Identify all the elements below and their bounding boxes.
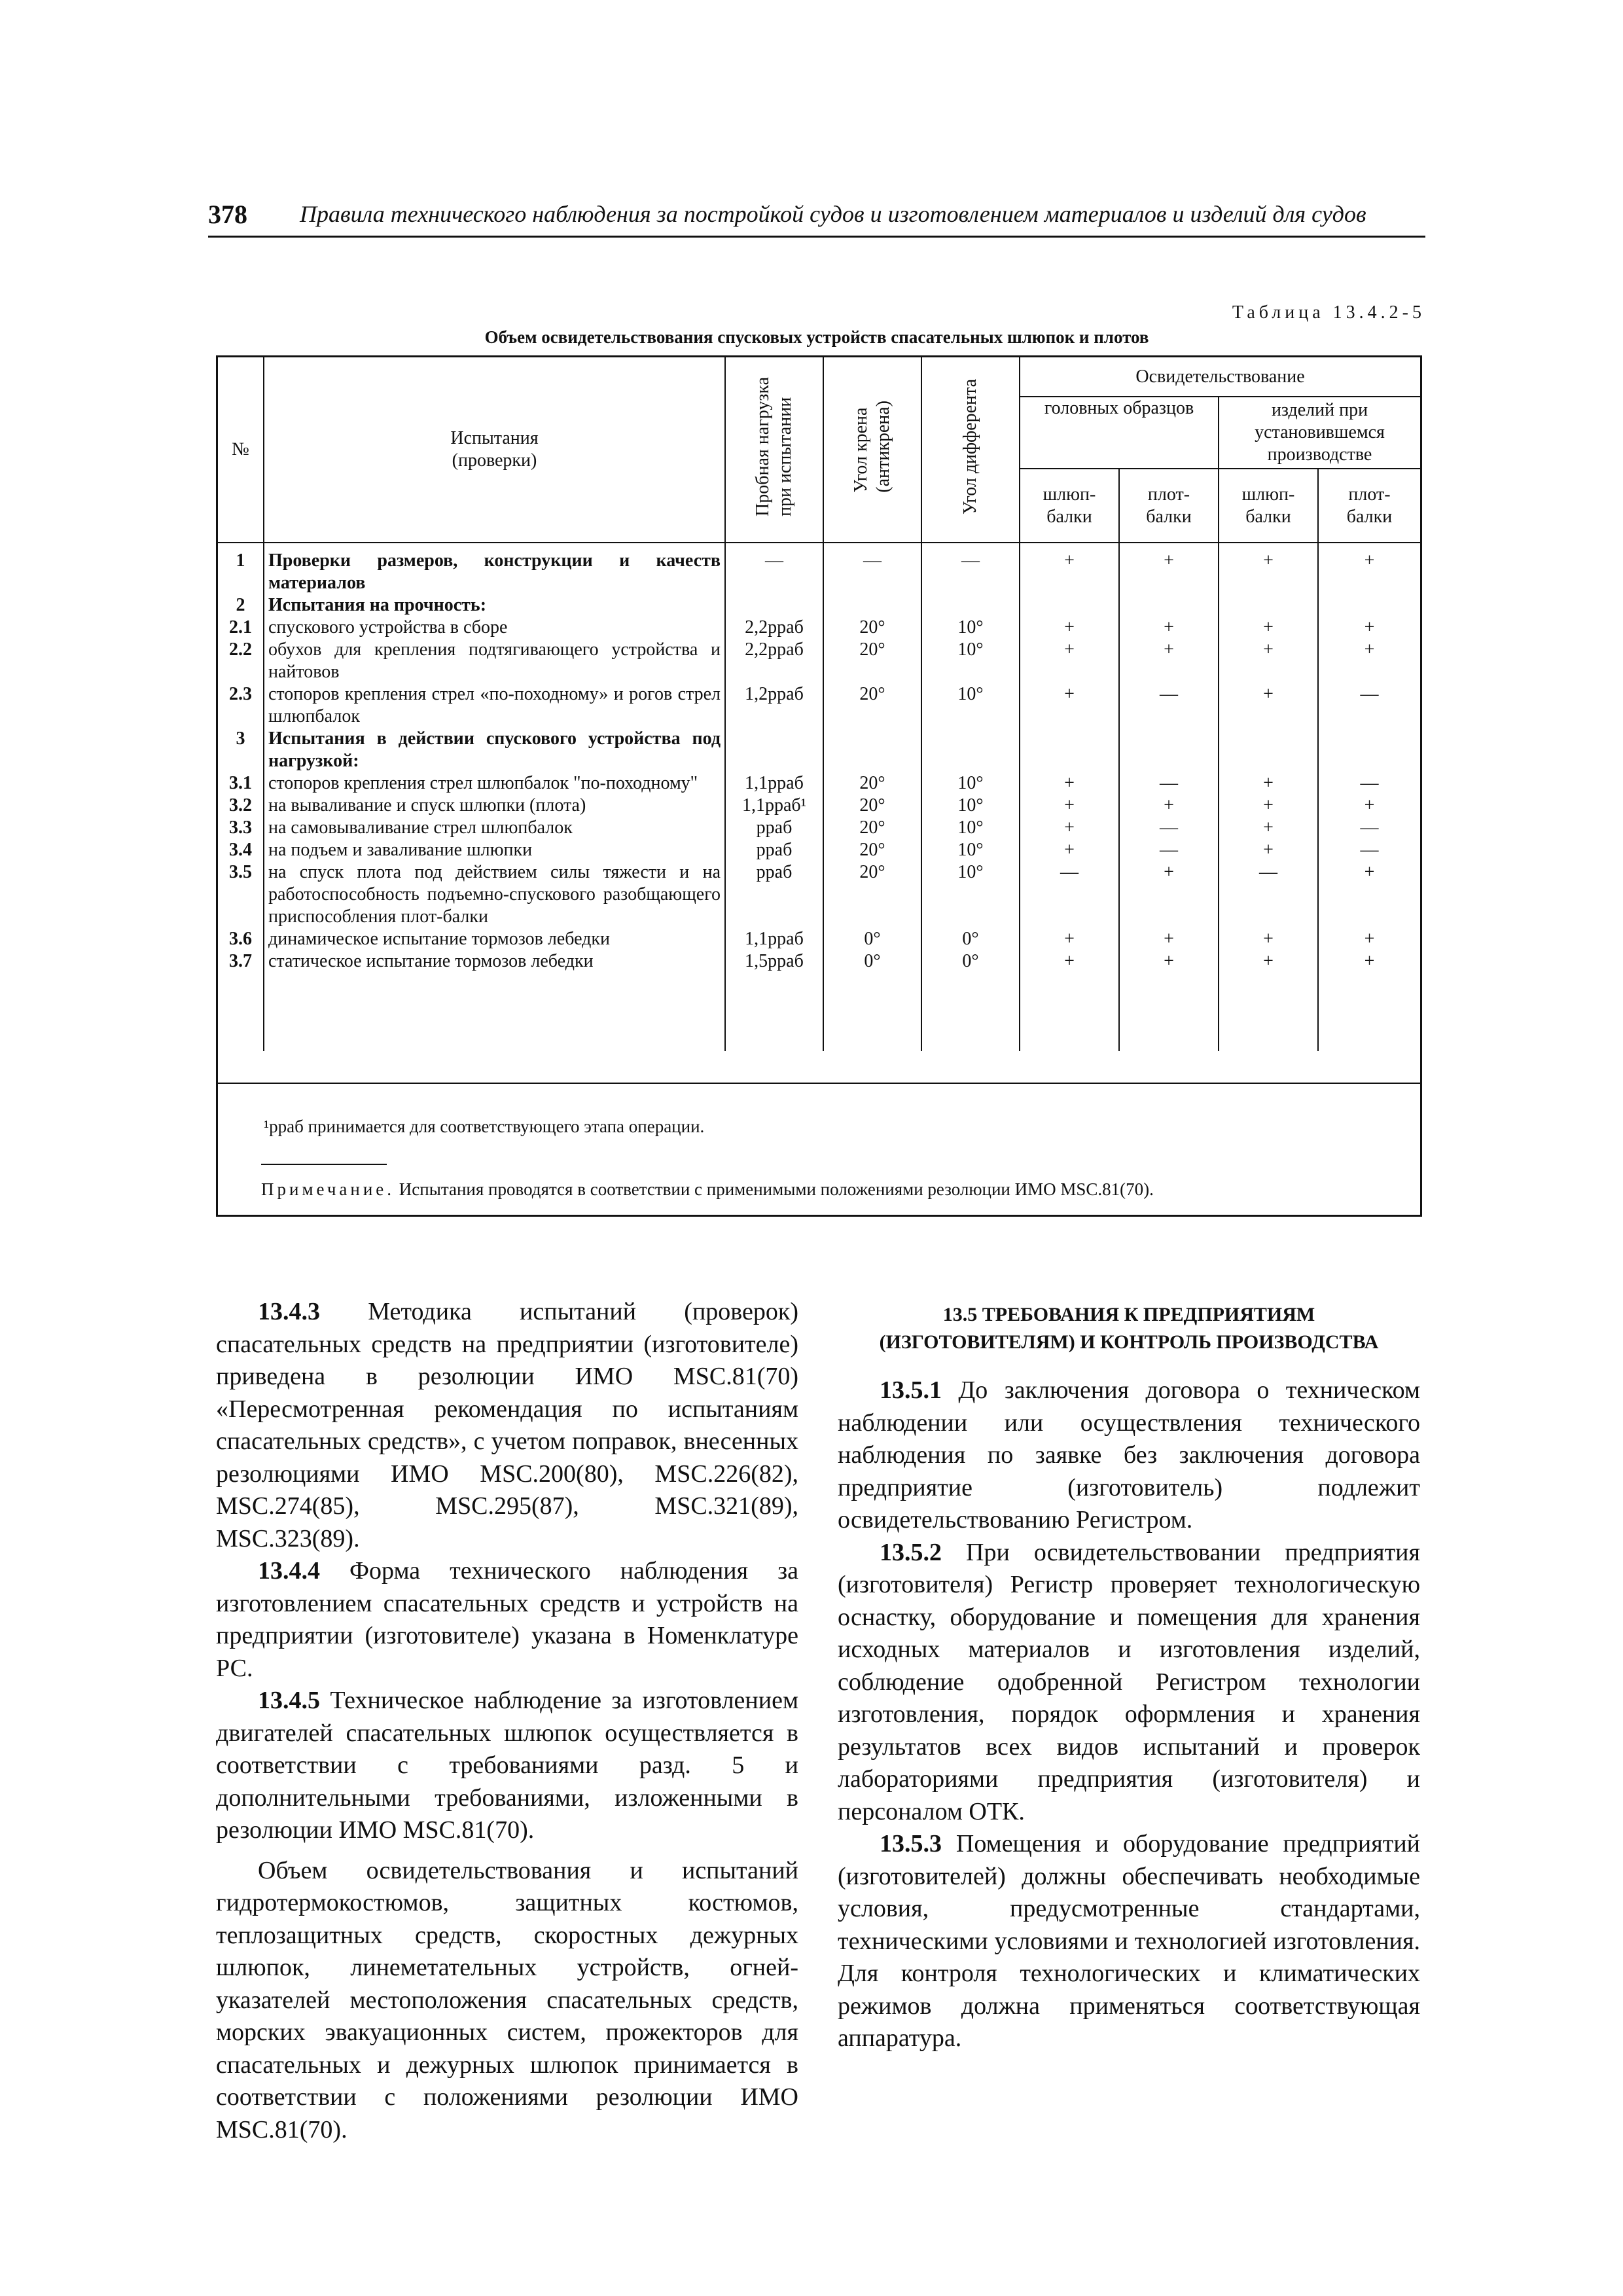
paragraph-number: 13.5.3 (880, 1830, 942, 1857)
paragraph-text: Методика испытаний (проверок) спасательных средств на предприятии (изготовителе) приведена в резолюции ИМО MSC.81(70) «Пересмотренная рекомендация по испытаниям спасательных средств», с учетом поправок, внесенных резолюциями ИМО MSC.200(80), MSC.226(82), MSC.274(85), MSC.295(87), MSC.321(89), MSC.323(89). (216, 1298, 798, 1552)
row-trim: 10° (921, 817, 1020, 839)
row-heel (823, 594, 921, 617)
table-title: Объем освидетельствования спусковых устройств спасательных шлюпок и плотов (484, 327, 1149, 347)
paragraph-13-5-3 (838, 1828, 1420, 2055)
row-name: обухов для крепления подтягивающего устройства и найтовов (264, 639, 725, 683)
row-load: 1,5pраб (725, 950, 823, 973)
row-load (725, 594, 823, 617)
table-row (218, 639, 1420, 683)
row-trim: 0° (921, 928, 1020, 950)
table-row (218, 772, 1420, 795)
row-load: 1,2pраб (725, 683, 823, 728)
row-c4: + (1318, 861, 1420, 928)
running-title: Правила технического наблюдения за постройкой судов и изготовлением материалов и изделий для судов (300, 201, 1366, 227)
header-davits-raft-1: плот- балки (1119, 469, 1219, 543)
row-load: 1,1pраб (725, 928, 823, 950)
row-num: 3.7 (218, 950, 264, 973)
row-c1 (1020, 728, 1119, 772)
paragraph-text: Помещения и оборудование предприятий (изготовителей) должны обеспечивать необходимые условия, предусмотренные стандартами, техническими условиями и технологией изготовления. Для контроля технологических и климатических режимов должна применяться соответствующая аппаратура. (838, 1830, 1421, 2052)
survey-table (218, 357, 1420, 1051)
row-c3: — (1219, 861, 1318, 928)
row-name: Проверки размеров, конструкции и качеств материалов (264, 543, 725, 594)
row-c2 (1119, 594, 1219, 617)
row-heel: 20° (823, 683, 921, 728)
header-davits-boat-2: шлюп- балки (1219, 469, 1318, 543)
row-c1: + (1020, 839, 1119, 861)
row-c2: + (1119, 543, 1219, 594)
header-tests: Испытания (проверки) (264, 357, 725, 543)
row-trim (921, 594, 1020, 617)
row-c2: — (1119, 839, 1219, 861)
row-load: 2,2pраб (725, 639, 823, 683)
row-heel: 20° (823, 839, 921, 861)
row-load: 1,1pраб (725, 772, 823, 795)
row-c4 (1318, 728, 1420, 772)
row-c3: + (1219, 772, 1318, 795)
page-header (208, 196, 1425, 238)
row-heel: 0° (823, 928, 921, 950)
row-load: 1,1pраб¹ (725, 795, 823, 817)
row-c1 (1020, 594, 1119, 617)
row-name: динамическое испытание тормозов лебедки (264, 928, 725, 950)
row-heel: 20° (823, 795, 921, 817)
row-c1: + (1020, 950, 1119, 973)
row-heel: — (823, 543, 921, 594)
row-c3: + (1219, 839, 1318, 861)
paragraph-text: При освидетельствовании предприятия (изготовителя) Регистр проверяет технологическую оснастку, оборудование и помещения для хранения исходных материалов и изготовления изделий, соблюдение одобренной Регистром технологии изготовления, порядок оформления и хранения результатов всех видов испытаний и проверок лабораториями предприятия (изготовителя) и персоналом ОТК. (838, 1538, 1420, 1825)
row-trim: — (921, 543, 1020, 594)
row-c3 (1219, 728, 1318, 772)
table-row (218, 617, 1420, 639)
row-c3: + (1219, 639, 1318, 683)
row-name: на спуск плота под действием силы тяжести и на работоспособность подъемно-спускового разобщающего приспособления плот-балки (264, 861, 725, 928)
row-c4: + (1318, 795, 1420, 817)
table-row (218, 817, 1420, 839)
header-trim (921, 357, 1020, 543)
header-num: № (218, 357, 264, 543)
table-row (218, 728, 1420, 772)
survey-table-frame (216, 355, 1422, 1217)
header-trim-text: Угол дифферента (960, 379, 980, 514)
row-c4: + (1318, 950, 1420, 973)
row-name: на вываливание и спуск шлюпки (плота) (264, 795, 725, 817)
header-davits-boat-1: шлюп- балки (1020, 469, 1119, 543)
row-num: 3.3 (218, 817, 264, 839)
paragraph-text: Форма технического наблюдения за изготовлением спасательных средств и устройств на предприятии (изготовителе) указана в Номенклатуре РС. (216, 1557, 798, 1682)
row-c4: + (1318, 617, 1420, 639)
row-num: 2 (218, 594, 264, 617)
paragraph-13-5-2 (838, 1537, 1420, 1829)
table-row (218, 839, 1420, 861)
header-load (725, 357, 823, 543)
row-c4: — (1318, 683, 1420, 728)
row-num: 3.4 (218, 839, 264, 861)
row-load (725, 728, 823, 772)
row-c2: + (1119, 861, 1219, 928)
header-heel-text: Угол крена (антикрена) (851, 401, 893, 493)
header-heel (823, 357, 921, 543)
right-column (838, 1296, 1420, 2055)
row-c2: + (1119, 639, 1219, 683)
paragraph-number: 13.5.1 (880, 1376, 942, 1404)
table-footnote-area (218, 1083, 1420, 1218)
row-trim: 10° (921, 639, 1020, 683)
row-trim: 10° (921, 795, 1020, 817)
row-trim: 10° (921, 772, 1020, 795)
row-c4 (1318, 594, 1420, 617)
paragraph-scope (216, 1855, 798, 2147)
table-row (218, 594, 1420, 617)
row-name: стопоров крепления стрел «по-походному» и рогов стрел шлюпбалок (264, 683, 725, 728)
row-c3: + (1219, 683, 1318, 728)
row-trim: 10° (921, 617, 1020, 639)
paragraph-number: 13.4.3 (258, 1298, 320, 1325)
row-heel: 20° (823, 772, 921, 795)
row-c3: + (1219, 543, 1318, 594)
paragraph-13-4-3 (216, 1296, 798, 1555)
row-heel (823, 728, 921, 772)
row-name: на подъем и заваливание шлюпки (264, 839, 725, 861)
row-c2 (1119, 728, 1219, 772)
row-heel: 20° (823, 639, 921, 683)
paragraph-13-4-4 (216, 1555, 798, 1685)
footnote-divider (261, 1164, 387, 1165)
note-label: Примечание. (261, 1179, 395, 1199)
row-name: статическое испытание тормозов лебедки (264, 950, 725, 973)
row-c4: + (1318, 543, 1420, 594)
note-text: Испытания проводятся в соответствии с применимыми положениями резолюции ИМО MSC.81(70). (399, 1179, 1154, 1199)
row-c1: + (1020, 543, 1119, 594)
row-trim (921, 728, 1020, 772)
row-heel: 20° (823, 861, 921, 928)
table-row (218, 543, 1420, 594)
section-heading-line1: 13.5 ТРЕБОВАНИЯ К ПРЕДПРИЯТИЯМ (942, 1304, 1315, 1325)
header-serial: изделий при установившемся производстве (1219, 397, 1420, 469)
row-c3: + (1219, 617, 1318, 639)
row-name: Испытания на прочность: (264, 594, 725, 617)
row-num: 2.2 (218, 639, 264, 683)
table-row (218, 795, 1420, 817)
header-davits-raft-2: плот- балки (1318, 469, 1420, 543)
row-trim: 10° (921, 861, 1020, 928)
row-heel: 20° (823, 817, 921, 839)
table-row (218, 950, 1420, 973)
row-trim: 0° (921, 950, 1020, 973)
row-num: 3.2 (218, 795, 264, 817)
row-c3 (1219, 594, 1318, 617)
row-c1: + (1020, 772, 1119, 795)
row-c3: + (1219, 928, 1318, 950)
table-row (218, 928, 1420, 950)
row-num: 3.6 (218, 928, 264, 950)
row-load: pраб (725, 839, 823, 861)
row-c2: — (1119, 772, 1219, 795)
row-c4: — (1318, 817, 1420, 839)
paragraph-number: 13.4.4 (258, 1557, 320, 1585)
row-c1: + (1020, 639, 1119, 683)
row-load: pраб (725, 861, 823, 928)
row-num: 3.5 (218, 861, 264, 928)
row-c3: + (1219, 950, 1318, 973)
header-survey: Освидетельствование (1020, 357, 1420, 397)
row-c4: — (1318, 839, 1420, 861)
paragraph-number: 13.5.2 (880, 1538, 942, 1566)
row-num: 3 (218, 728, 264, 772)
row-c2: — (1119, 683, 1219, 728)
section-heading-line2: (ИЗГОТОВИТЕЛЯМ) И КОНТРОЛЬ ПРОИЗВОДСТВА (879, 1331, 1379, 1353)
paragraph-number: 13.4.5 (258, 1687, 320, 1714)
row-c4: + (1318, 928, 1420, 950)
row-load: 2,2pраб (725, 617, 823, 639)
row-c2: — (1119, 817, 1219, 839)
row-heel: 20° (823, 617, 921, 639)
paragraph-13-5-1 (838, 1374, 1420, 1537)
row-c1: + (1020, 795, 1119, 817)
row-heel: 0° (823, 950, 921, 973)
row-c4: — (1318, 772, 1420, 795)
survey-table-body (218, 543, 1420, 1051)
table-row (218, 683, 1420, 728)
row-load: — (725, 543, 823, 594)
row-name: Испытания в действии спускового устройства под нагрузкой: (264, 728, 725, 772)
header-prototypes: головных образцов (1020, 397, 1219, 469)
row-name: стопоров крепления стрел шлюпбалок "по-походному" (264, 772, 725, 795)
row-num: 2.1 (218, 617, 264, 639)
row-load: pраб (725, 817, 823, 839)
row-trim: 10° (921, 683, 1020, 728)
row-c1: + (1020, 817, 1119, 839)
row-c1: — (1020, 861, 1119, 928)
row-num: 3.1 (218, 772, 264, 795)
row-c3: + (1219, 795, 1318, 817)
row-c2: + (1119, 617, 1219, 639)
row-c2: + (1119, 928, 1219, 950)
row-c1: + (1020, 928, 1119, 950)
row-c1: + (1020, 617, 1119, 639)
row-c1: + (1020, 683, 1119, 728)
row-c3: + (1219, 817, 1318, 839)
row-num: 1 (218, 543, 264, 594)
header-load-text: Пробная нагрузка при испытании (753, 377, 795, 516)
section-heading (838, 1301, 1420, 1356)
row-c2: + (1119, 795, 1219, 817)
paragraph-text: Техническое наблюдение за изготовлением двигателей спасательных шлюпок осуществляется в соответствии с требованиями разд. 5 и дополнительными требованиями, изложенными в резолюции ИМО MSC.81(70). (216, 1687, 799, 1844)
paragraph-text: Объем освидетельствования и испытаний гидротермокостюмов, защитных костюмов, теплозащитных средств, скоростных дежурных шлюпок, линеметательных устройств, огней-указателей местоположения спасательных средств, морских эвакуационных систем, прожекторов для спасательных и дежурных шлюпок принимается в соответствии с положениями резолюции ИМО MSC.81(70). (216, 1856, 798, 2144)
row-trim: 10° (921, 839, 1020, 861)
paragraph-text: До заключения договора о техническом наблюдении или осуществления технического наблюдения по заявке без заключения договора предприятие (изготовитель) подлежит освидетельствованию Регистром. (838, 1376, 1421, 1534)
table-footnote: ¹pраб принимается для соответствующего этапа операции. (264, 1117, 705, 1136)
row-num: 2.3 (218, 683, 264, 728)
row-c4: + (1318, 639, 1420, 683)
row-c2: + (1119, 950, 1219, 973)
table-row (218, 861, 1420, 928)
page-number: 378 (208, 200, 247, 229)
row-name: на самовываливание стрел шлюпбалок (264, 817, 725, 839)
paragraph-13-4-5 (216, 1685, 798, 1847)
row-name: спускового устройства в сборе (264, 617, 725, 639)
table-note (261, 1179, 1154, 1200)
table-label: Таблица 13.4.2-5 (1232, 302, 1425, 323)
left-column (216, 1296, 798, 2146)
table-spacer-row (218, 973, 1420, 1051)
